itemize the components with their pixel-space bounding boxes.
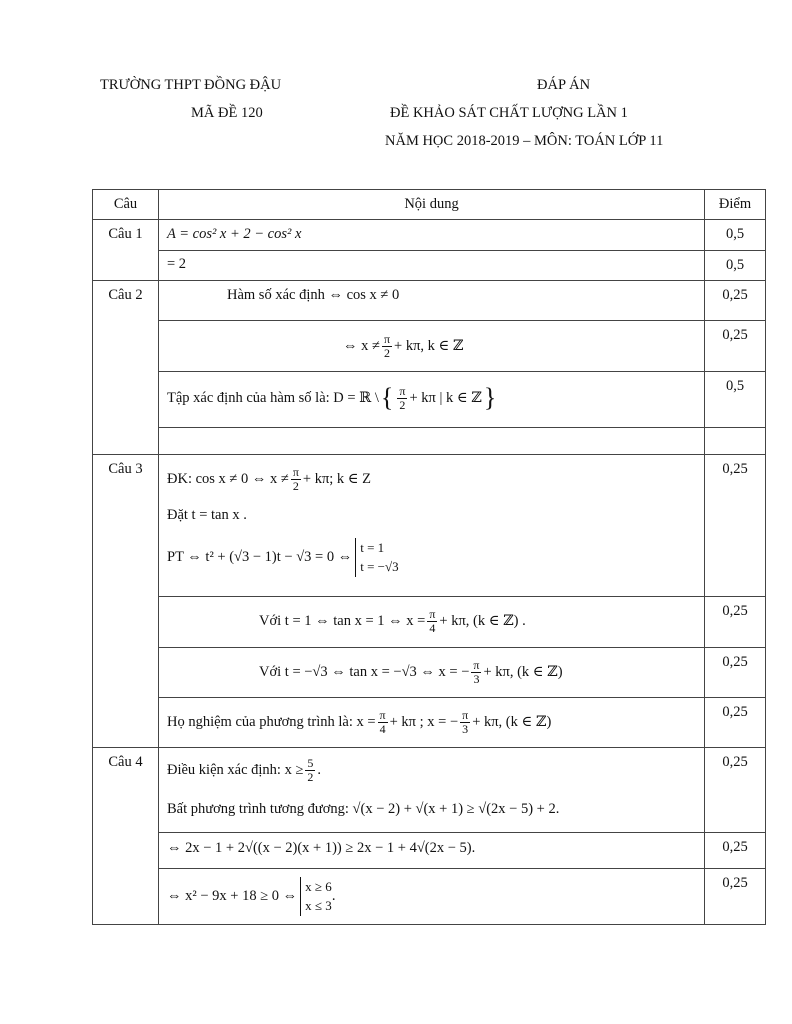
q2-line2: ⇔ x ≠ $\frac{\pi}{2}$ + kπ, k ∈ ℤ	[343, 331, 464, 360]
q4-points2: 0,25	[705, 833, 766, 869]
school-year: NĂM HỌC 2018-2019 – MÔN: TOÁN LỚP 11	[385, 133, 664, 149]
table-row	[93, 869, 766, 925]
table-row	[93, 833, 766, 869]
solution-bracket: x ≥ 6 x ≤ 3	[300, 877, 332, 916]
q3-points1: 0,25	[705, 455, 766, 597]
q3-points4: 0,25	[705, 698, 766, 748]
q4-points3: 0,25	[705, 869, 766, 925]
q4-points1: 0,25	[705, 748, 766, 833]
q3-substitution: Đặt t = tan x .	[167, 506, 247, 523]
table-row	[93, 428, 766, 455]
q4-line2: ⇔ 2x − 1 + 2√((x − 2)(x + 1)) ≥ 2x − 1 + 4√(2x − 5).	[167, 839, 476, 856]
q3-points3: 0,25	[705, 648, 766, 698]
q1-points1: 0,5	[705, 220, 766, 251]
fraction: $\frac{\pi}{4}$	[379, 707, 386, 736]
col-content-header: Nội dung	[159, 190, 705, 220]
exam-code: MÃ ĐỀ 120	[191, 105, 263, 121]
question-label: Câu 4	[93, 748, 159, 925]
table-row	[93, 648, 766, 698]
school-name: TRƯỜNG THPT ĐỒNG ĐẬU	[100, 77, 282, 93]
q3-case1: Với t = 1 ⇔ tan x = 1 ⇔ x = $\frac{\pi}{4}$ + kπ, (k ∈ ℤ) .	[259, 606, 526, 635]
q3-points2: 0,25	[705, 597, 766, 648]
q3-condition: ĐK: cos x ≠ 0 ⇔ x ≠ $\frac{\pi}{2}$ + kπ; k ∈ Z	[167, 464, 372, 493]
exam-title: ĐỀ KHẢO SÁT CHẤT LƯỢNG LẦN 1	[390, 105, 628, 121]
q1-points2: 0,5	[705, 251, 766, 281]
q4-equivalent: Bất phương trình tương đương: √(x − 2) + √(x + 1) ≥ √(2x − 5) + 2.	[167, 800, 560, 817]
fraction: $\frac{\pi}{4}$	[429, 606, 436, 635]
q4-condition: Điều kiện xác định: x ≥ $\frac{5}{2}$ .	[167, 755, 322, 784]
table-row	[93, 748, 766, 833]
question-label: Câu 3	[93, 455, 159, 748]
q3-family: Họ nghiệm của phương trình là: x = $\frac{\pi}{4}$ + kπ ; x = − $\frac{\pi}{3}$ + kπ, (k ∈ ℤ)	[167, 707, 552, 736]
q2-line3: Tập xác định của hàm số là: D = ℝ \ { $\frac{\pi}{2}$ + kπ | k ∈ ℤ }	[167, 383, 497, 412]
q2-points2: 0,25	[705, 321, 766, 372]
col-points-header: Điểm	[705, 190, 766, 220]
q3-equation: PT ⇔ t² + (√3 − 1)t − √3 = 0 ⇔ t = 1 t = −√3	[167, 529, 696, 585]
fraction: $\frac{\pi}{3}$	[473, 657, 480, 686]
answer-table	[92, 189, 766, 925]
col-question-header: Câu	[93, 190, 159, 220]
answer-title: ĐÁP ÁN	[537, 77, 591, 93]
q2-line1: Hàm số xác định ⇔ cos x ≠ 0	[227, 286, 400, 303]
solution-bracket: t = 1 t = −√3	[355, 538, 398, 577]
fraction: $\frac{5}{2}$	[307, 755, 314, 784]
fraction: $\frac{\pi}{2}$	[292, 464, 299, 493]
table-row	[93, 698, 766, 748]
q2-points3: 0,5	[705, 372, 766, 428]
q1-line2: = 2	[167, 255, 187, 272]
table-row	[93, 597, 766, 648]
table-row	[93, 455, 766, 597]
fraction: $\frac{\pi}{2}$	[399, 383, 406, 412]
fraction: $\frac{\pi}{2}$	[383, 331, 391, 360]
q3-case2: Với t = −√3 ⇔ tan x = −√3 ⇔ x = − $\frac{\pi}{3}$ + kπ, (k ∈ ℤ)	[259, 657, 563, 686]
question-label: Câu 1	[93, 220, 159, 281]
table-row	[93, 251, 766, 281]
table-row	[93, 321, 766, 372]
table-header-row	[93, 190, 766, 220]
table-row	[93, 281, 766, 321]
fraction: $\frac{\pi}{3}$	[462, 707, 469, 736]
q4-line3: ⇔ x² − 9x + 18 ≥ 0 ⇔ x ≥ 6 x ≤ 3 .	[167, 869, 696, 923]
q2-points1: 0,25	[705, 281, 766, 321]
question-label: Câu 2	[93, 281, 159, 455]
table-row	[93, 220, 766, 251]
table-row	[93, 372, 766, 428]
q1-line1: A = cos² x + 2 − cos² x	[167, 225, 302, 242]
